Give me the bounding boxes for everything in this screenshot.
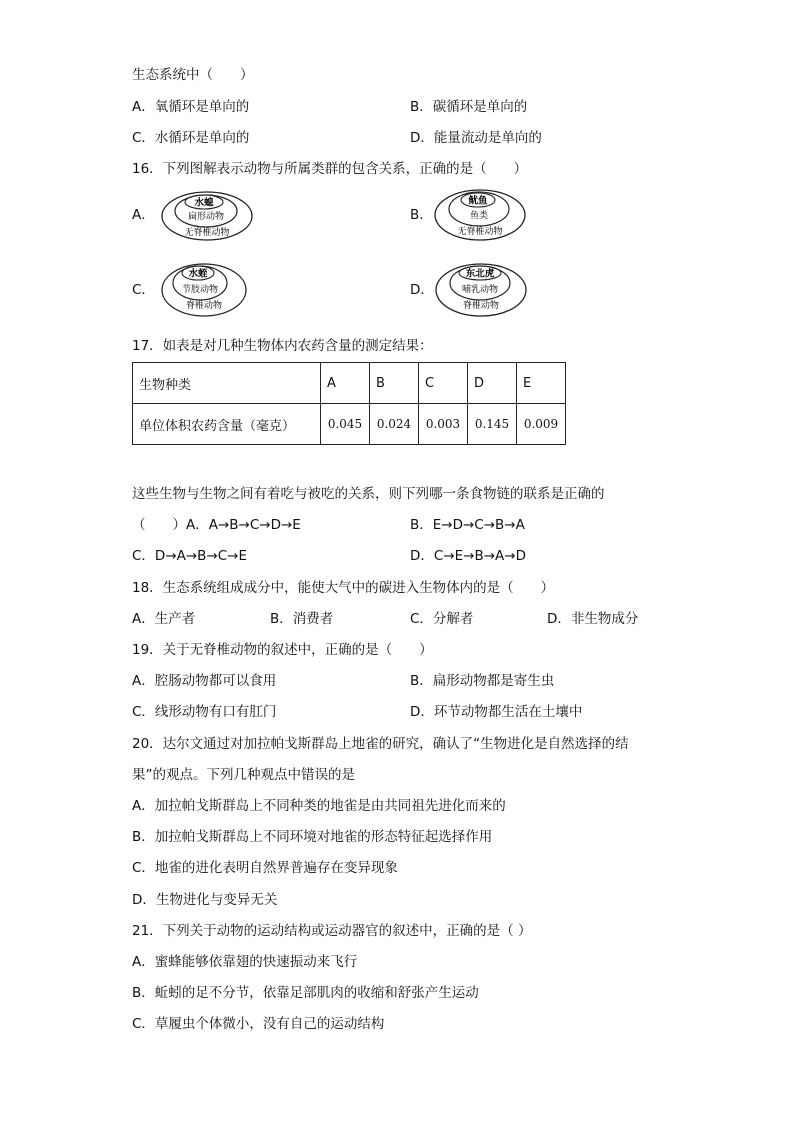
q19-option-c: C．线形动物有口有肛门 [132, 704, 277, 720]
q16-b-inner: 鱿鱼 [468, 195, 488, 207]
q21-option-b: B．蚯蚓的足不分节，依靠足部肌肉的收缩和舒张产生运动 [132, 985, 479, 1001]
q16-option-a-label: A． [132, 207, 155, 223]
table-cell: 0.009 [517, 404, 566, 445]
q15-option-a: A．氧循环是单向的 [132, 99, 250, 115]
q16-b-outer: 无脊椎动物 [457, 227, 503, 237]
q20-stem-line1: 20．达尔文通过对加拉帕戈斯群岛上地雀的研究，确认了“生物进化是自然选择的结 [132, 736, 629, 752]
table-cell: C [419, 363, 468, 404]
q21-stem: 21．下列关于动物的运动结构或运动器官的叙述中，正确的是（ ） [132, 923, 532, 939]
q17-option-c: C．D→A→B→C→E [132, 548, 248, 564]
q19-stem: 19．关于无脊椎动物的叙述中，正确的是（ ） [132, 642, 433, 658]
q15-stem-tail: 生态系统中（ ） [132, 67, 254, 83]
q16-b-middle: 鱼类 [469, 211, 489, 221]
table-cell: 0.024 [370, 404, 419, 445]
q15-option-b: B．碳循环是单向的 [410, 99, 528, 115]
q21-option-a: A．蜜蜂能够依靠翅的快速振动来飞行 [132, 954, 358, 970]
q16-stem: 16．下列图解表示动物与所属类群的包含关系，正确的是（ ） [132, 161, 528, 177]
q16-diagram-d [434, 262, 528, 318]
table-row [133, 363, 566, 404]
q16-c-middle: 节肢动物 [181, 285, 219, 295]
q20-option-a: A．加拉帕戈斯群岛上不同种类的地雀是由共同祖先进化而来的 [132, 798, 506, 814]
table-row [133, 404, 566, 445]
q18-option-c: C．分解者 [410, 611, 474, 627]
q20-stem-line2: 果”的观点。下列几种观点中错误的是 [132, 767, 355, 783]
q18-option-a: A．生产者 [132, 611, 196, 627]
q16-diagram-c [160, 262, 248, 318]
q17-question-line: 这些生物与生物之间有着吃与被吃的关系，则下列哪一条食物链的联系是正确的 [132, 486, 605, 502]
table-cell: A [321, 363, 370, 404]
q20-option-c: C．地雀的进化表明自然界普遍存在变异现象 [132, 860, 398, 876]
q16-c-inner: 水蛭 [188, 268, 208, 280]
q17-option-d: D．C→E→B→A→D [410, 548, 526, 564]
table-cell: 0.145 [468, 404, 517, 445]
q17-stem: 17．如表是对几种生物体内农药含量的测定结果： [132, 338, 433, 354]
q19-option-b: B．扁形动物都是寄生虫 [410, 673, 555, 689]
q16-c-outer: 脊椎动物 [185, 301, 223, 311]
q16-diagram-b [433, 188, 527, 242]
q16-diagram-a [160, 190, 254, 242]
q19-option-d: D．环节动物都生活在土壤中 [410, 704, 583, 720]
q18-option-b: B．消费者 [270, 611, 334, 627]
table-cell: B [370, 363, 419, 404]
q16-d-middle: 哺乳动物 [461, 285, 499, 295]
q19-option-a: A．腔肠动物都可以食用 [132, 673, 277, 689]
q15-option-c: C．水循环是单向的 [132, 130, 250, 146]
table-cell: 0.003 [419, 404, 468, 445]
q16-option-b-label: B． [410, 207, 433, 223]
q18-option-d: D．非生物成分 [547, 611, 639, 627]
q16-option-c-label: C． [132, 282, 155, 298]
q16-a-inner: 水螅 [194, 197, 214, 209]
q16-d-inner: 东北虎 [465, 268, 495, 280]
table-cell: 单位体积农药含量（毫克） [133, 404, 321, 445]
q15-option-d: D．能量流动是单向的 [410, 130, 542, 146]
q17-option-a: （ ）A．A→B→C→D→E [132, 517, 301, 533]
table-cell: E [517, 363, 566, 404]
q16-a-middle: 扁形动物 [187, 212, 225, 222]
table-cell: 生物种类 [133, 363, 321, 404]
q16-option-d-label: D． [410, 282, 434, 298]
table-cell: D [468, 363, 517, 404]
q18-stem: 18．生态系统组成成分中，能使大气中的碳进入生物体内的是（ ） [132, 580, 555, 596]
q21-option-c: C．草履虫个体微小，没有自己的运动结构 [132, 1016, 385, 1032]
q20-option-b: B．加拉帕戈斯群岛上不同环境对地雀的形态特征起选择作用 [132, 829, 493, 845]
q16-a-outer: 无脊椎动物 [184, 228, 230, 238]
q16-d-outer: 脊椎动物 [462, 301, 500, 311]
pesticide-table [132, 362, 566, 445]
table-cell: 0.045 [321, 404, 370, 445]
q17-option-b: B．E→D→C→B→A [410, 517, 525, 533]
q20-option-d: D．生物进化与变异无关 [132, 892, 278, 908]
